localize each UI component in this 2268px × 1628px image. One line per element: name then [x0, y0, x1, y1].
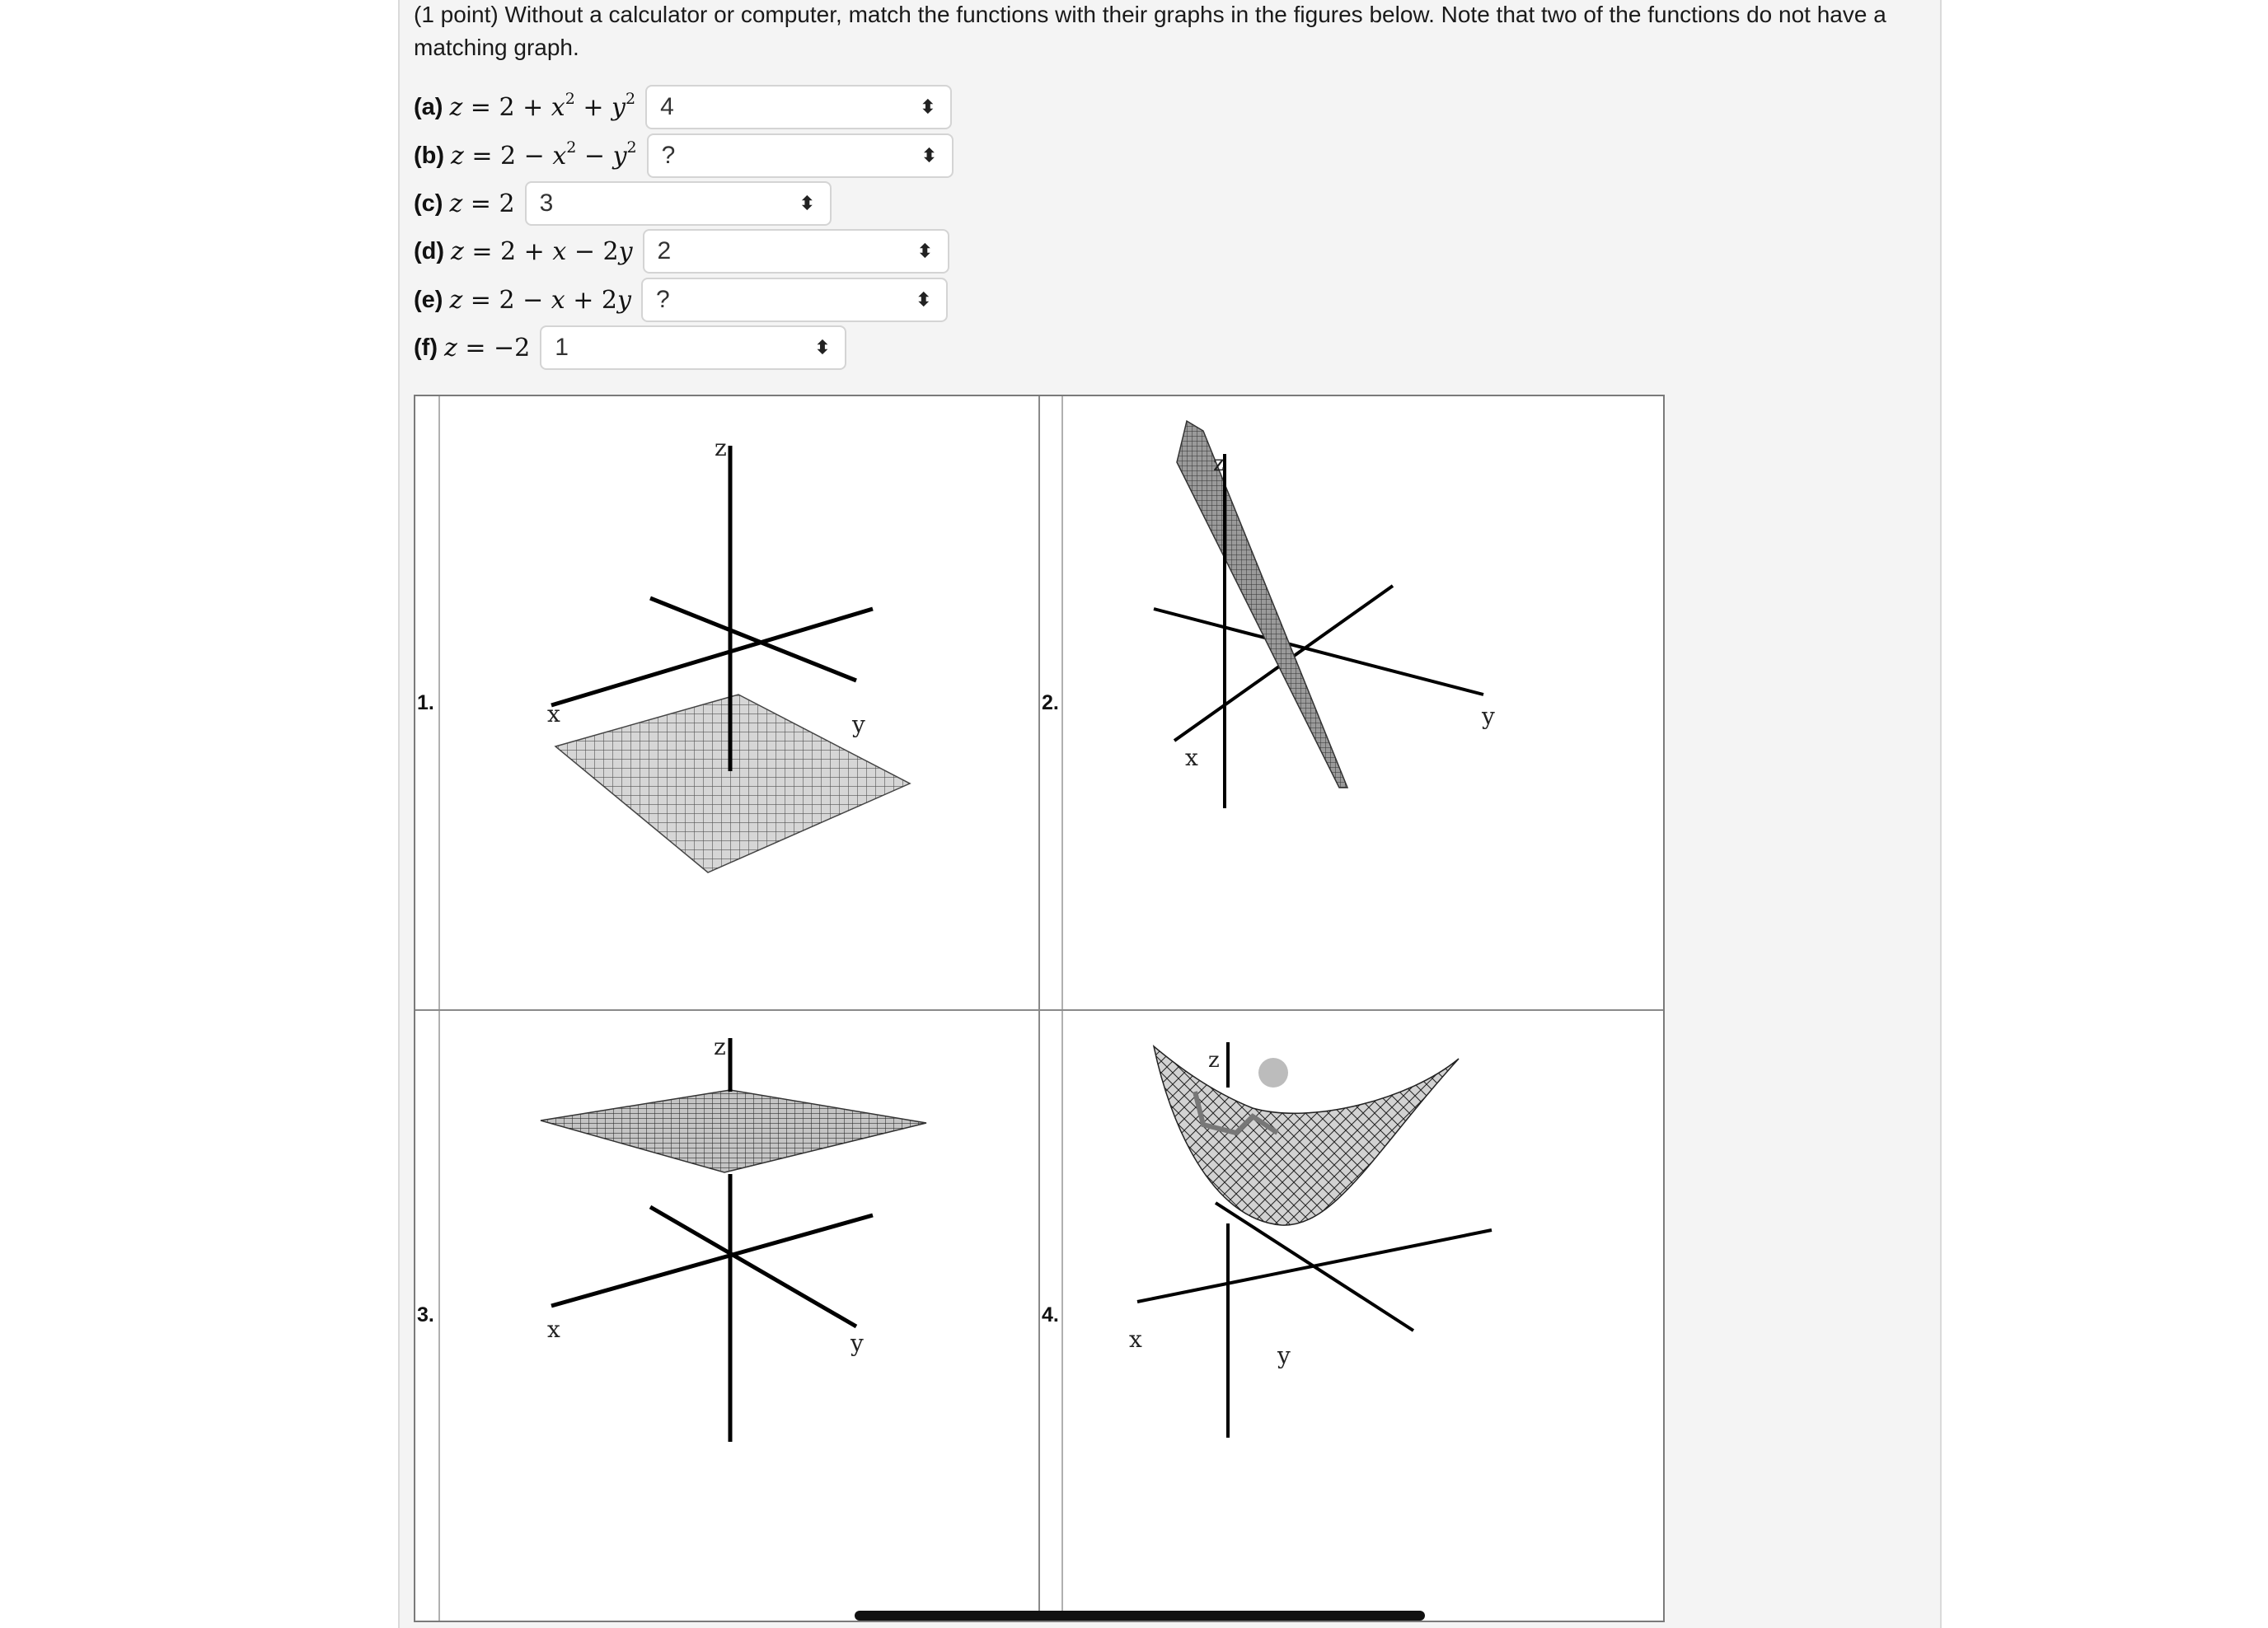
question-prompt: (1 point) Without a calculator or computer, match the functions with their graphs in the figures below. Note that two of the functions do not have a matching graph. [414, 2, 1886, 60]
function-equation: $z = 2 - x^2 - y^2$ [451, 138, 637, 171]
answer-select-f[interactable] [540, 325, 846, 370]
tilted-plane-surface [1177, 421, 1347, 788]
graph-4-plot [1063, 1009, 1661, 1621]
function-row-d [414, 227, 949, 275]
answer-select-b[interactable] [647, 133, 954, 178]
graph-number-2: 2. [1042, 691, 1059, 714]
graph-3-plot [440, 1009, 1038, 1621]
y-axis [650, 1207, 856, 1326]
item-label: (d) [414, 237, 445, 264]
axes-group [551, 598, 873, 705]
y-axis [1216, 1203, 1413, 1331]
chevron-updown-icon: ⬍ [799, 193, 815, 213]
x-axis-label: x [1129, 1326, 1142, 1353]
x-axis [551, 1215, 873, 1306]
function-equation: z = 2 + x − 2y [451, 236, 633, 266]
selected-value: ? [661, 142, 676, 169]
chevron-updown-icon: ⬍ [920, 96, 936, 117]
function-row-e [414, 276, 948, 324]
y-axis-label: y [852, 711, 865, 738]
number-column-left [415, 396, 440, 1621]
y-axis-label: y [850, 1330, 864, 1357]
selected-value: 2 [657, 237, 672, 264]
chevron-updown-icon: ⬍ [921, 145, 937, 166]
graph-table [414, 395, 1665, 1622]
y-axis-label: y [1482, 703, 1495, 730]
horizontal-scrollbar[interactable] [855, 1611, 1425, 1621]
graph-1-plot [440, 396, 1038, 1009]
function-row-a [414, 83, 952, 131]
function-equation: $z = 2 + x^2 + y^2$ [449, 89, 636, 122]
x-axis-label: x [547, 700, 560, 727]
function-equation: z = 2 [449, 189, 515, 218]
selected-value: 4 [660, 93, 674, 120]
horizontal-plane-surface [541, 1090, 926, 1172]
selected-value: 3 [539, 189, 554, 217]
z-axis-label: z [1213, 451, 1225, 476]
answer-select-c[interactable] [525, 181, 832, 226]
cursor-dot-icon [1258, 1058, 1288, 1088]
function-row-b [414, 132, 954, 180]
x-axis-label: x [547, 1316, 560, 1343]
graph-2-plot [1063, 396, 1661, 1009]
graph-number-1: 1. [417, 691, 434, 714]
x-axis-label: x [1185, 744, 1198, 771]
function-row-c [414, 180, 832, 227]
answer-select-e[interactable] [641, 278, 948, 322]
z-axis-label: z [714, 1033, 726, 1060]
function-equation: z = −2 [443, 333, 531, 363]
item-label: (c) [414, 189, 443, 217]
paraboloid-surface [1154, 1046, 1459, 1225]
y-axis [1154, 609, 1483, 695]
item-label: (e) [414, 286, 443, 313]
number-column-right [1038, 396, 1063, 1621]
answer-select-d[interactable] [643, 229, 949, 274]
chevron-updown-icon: ⬍ [917, 241, 933, 261]
item-label: (f) [414, 334, 438, 361]
graph-number-3: 3. [417, 1303, 434, 1326]
z-axis-label: z [1208, 1048, 1220, 1073]
answer-select-a[interactable] [645, 85, 952, 129]
function-equation: z = 2 − x + 2y [449, 285, 631, 315]
item-label: (a) [414, 93, 443, 120]
column-divider [1038, 396, 1040, 1621]
selected-value: ? [655, 286, 670, 313]
item-label: (b) [414, 142, 445, 169]
selected-value: 1 [555, 334, 569, 361]
graph-number-4: 4. [1042, 1303, 1059, 1326]
function-row-f [414, 324, 846, 372]
y-axis-label: y [1277, 1342, 1291, 1369]
z-axis-label: z [715, 434, 727, 461]
chevron-updown-icon: ⬍ [916, 289, 931, 310]
chevron-updown-icon: ⬍ [814, 337, 831, 358]
